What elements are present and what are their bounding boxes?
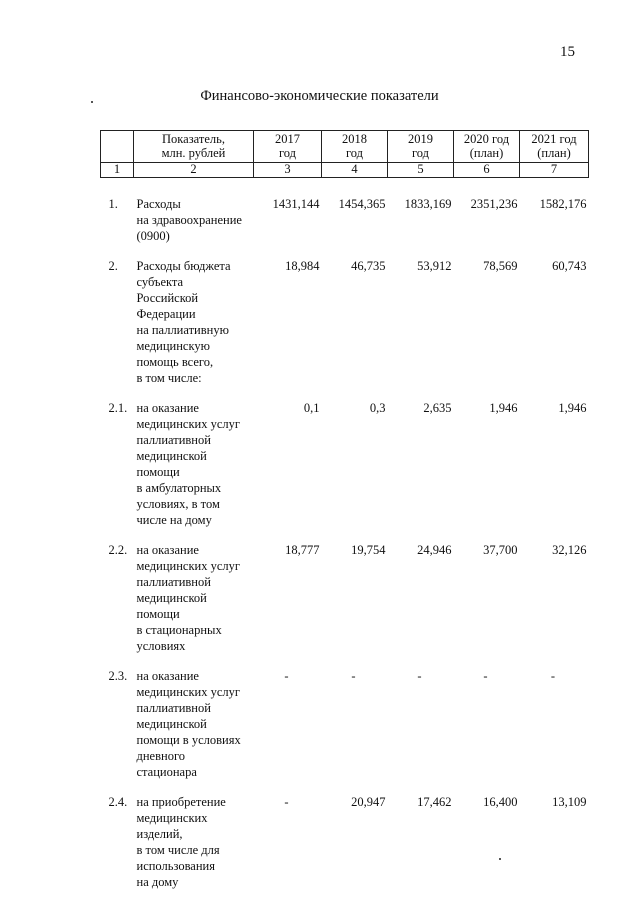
row-value: 60,743	[552, 259, 587, 273]
row-label-line: паллиативной	[136, 701, 211, 715]
row-value: 16,400	[483, 795, 518, 809]
row-label-line: на паллиативную	[136, 323, 229, 337]
row-label-line: в амбулаторных	[136, 481, 222, 495]
row-value: 2351,236	[470, 197, 518, 211]
row-label	[134, 654, 254, 780]
column-number: 5	[388, 163, 454, 178]
row-label-line: Расходы	[136, 197, 181, 211]
row-value: 1833,169	[404, 197, 452, 211]
table-row	[101, 780, 589, 890]
header-line-1: 2017	[275, 132, 300, 146]
row-label-line: медицинских услуг	[136, 685, 241, 699]
page-number: 15	[560, 44, 575, 60]
row-label-line: на дому	[136, 875, 179, 889]
row-label-line: субъекта	[136, 275, 184, 289]
table-row	[101, 386, 589, 528]
row-value: 17,462	[417, 795, 452, 809]
row-label-line: использования	[136, 859, 215, 873]
row-value: 1582,176	[539, 197, 587, 211]
table-header-row	[101, 131, 589, 163]
header-cell-2019	[388, 131, 454, 163]
row-number: 2.1.	[108, 401, 128, 415]
row-value: -	[550, 669, 556, 683]
row-label-line: стационара	[136, 765, 197, 779]
row-value: 1454,365	[338, 197, 386, 211]
header-cell-2021	[520, 131, 589, 163]
row-number: 2.4.	[108, 795, 128, 809]
row-label-line: медицинской	[136, 717, 207, 731]
row-label	[134, 528, 254, 654]
row-label-line: на оказание	[136, 543, 199, 557]
header-line-2: год	[345, 146, 364, 160]
header-cell-2017	[254, 131, 322, 163]
row-value: 0,3	[369, 401, 386, 415]
row-label-line: условиях, в том	[136, 497, 220, 511]
row-label	[134, 178, 254, 245]
header-line-2: (план)	[469, 146, 504, 160]
row-label-line: условиях	[136, 639, 186, 653]
row-value: 0,1	[303, 401, 320, 415]
row-value: 19,754	[351, 543, 386, 557]
column-number: 3	[254, 163, 322, 178]
row-value: 1,946	[489, 401, 518, 415]
row-label-line: Расходы бюджета	[136, 259, 231, 273]
header-cell-number	[101, 131, 134, 163]
row-label-line: на здравоохранение	[136, 213, 242, 227]
header-line-2: год	[411, 146, 430, 160]
row-value: 1431,144	[272, 197, 320, 211]
row-label-line: медицинскую	[136, 339, 210, 353]
table-body	[101, 178, 589, 891]
row-value: -	[284, 795, 289, 809]
row-label-line: дневного	[136, 749, 186, 763]
column-number: 7	[520, 163, 589, 178]
row-label-line: Российской	[136, 291, 199, 305]
row-value: 13,109	[552, 795, 587, 809]
header-cell-2018	[322, 131, 388, 163]
column-number-row	[101, 163, 589, 178]
row-value: 53,912	[417, 259, 452, 273]
row-label-line: на оказание	[136, 669, 199, 683]
row-number: 1.	[108, 197, 118, 211]
row-label	[134, 780, 254, 890]
header-line-1: 2021 год	[531, 132, 577, 146]
row-label-line: паллиативной	[136, 433, 211, 447]
row-label-line: изделий,	[136, 827, 183, 841]
table-row	[101, 654, 589, 780]
row-label-line: паллиативной	[136, 575, 211, 589]
row-label-line: помощи в условиях	[136, 733, 241, 747]
row-label-line: в том числе:	[136, 371, 202, 385]
header-line-2: (план)	[537, 146, 571, 160]
row-number: 2.2.	[108, 543, 128, 557]
row-label-line: на оказание	[136, 401, 199, 415]
row-label-line: на приобретение	[136, 795, 226, 809]
row-value: 78,569	[483, 259, 518, 273]
row-label-line: (0900)	[136, 229, 170, 243]
row-number: 2.	[108, 259, 118, 273]
row-value: 18,984	[285, 259, 320, 273]
row-number: 2.3.	[108, 669, 128, 683]
row-label-line: медицинской	[136, 449, 207, 463]
row-value: 2,635	[423, 401, 452, 415]
row-label-line: в том числе для	[136, 843, 220, 857]
header-line-1: Показатель,	[162, 132, 225, 146]
header-cell-indicator	[134, 131, 254, 163]
row-value: -	[417, 669, 422, 683]
row-label-line: помощи	[136, 607, 180, 621]
column-number: 6	[454, 163, 520, 178]
header-line-2: год	[278, 146, 297, 160]
table-row	[101, 244, 589, 386]
header-line-1: 2018	[342, 132, 367, 146]
row-label	[134, 244, 254, 386]
row-value: -	[483, 669, 488, 683]
row-label-line: помощи	[136, 465, 180, 479]
row-label-line: медицинских услуг	[136, 559, 241, 573]
header-line-2: млн. рублей	[161, 146, 226, 160]
row-label-line: медицинских услуг	[136, 417, 241, 431]
table-row	[101, 178, 589, 245]
row-label-line: медицинских	[136, 811, 208, 825]
row-label-line: в стационарных	[136, 623, 222, 637]
table-row	[101, 528, 589, 654]
document-title: Финансово-экономические показатели	[200, 88, 439, 104]
column-number: 2	[134, 163, 254, 178]
row-label	[134, 386, 254, 528]
row-label-line: Федерации	[136, 307, 196, 321]
row-value: -	[351, 669, 356, 683]
header-line-1: 2020 год	[463, 132, 510, 146]
column-number: 4	[322, 163, 388, 178]
financial-indicators-table	[100, 130, 589, 890]
column-number: 1	[101, 163, 134, 178]
row-value: 20,947	[351, 795, 386, 809]
row-value: -	[284, 669, 289, 683]
header-cell-2020	[454, 131, 520, 163]
row-value: 1,946	[558, 401, 587, 415]
row-value: 46,735	[351, 259, 386, 273]
row-value: 37,700	[483, 543, 518, 557]
row-label-line: числе на дому	[136, 513, 212, 527]
row-label-line: помощь всего,	[136, 355, 214, 369]
row-value: 32,126	[552, 543, 587, 557]
row-value: 24,946	[417, 543, 452, 557]
row-value: 18,777	[285, 543, 320, 557]
header-line-1: 2019	[408, 132, 433, 146]
row-label-line: медицинской	[136, 591, 207, 605]
